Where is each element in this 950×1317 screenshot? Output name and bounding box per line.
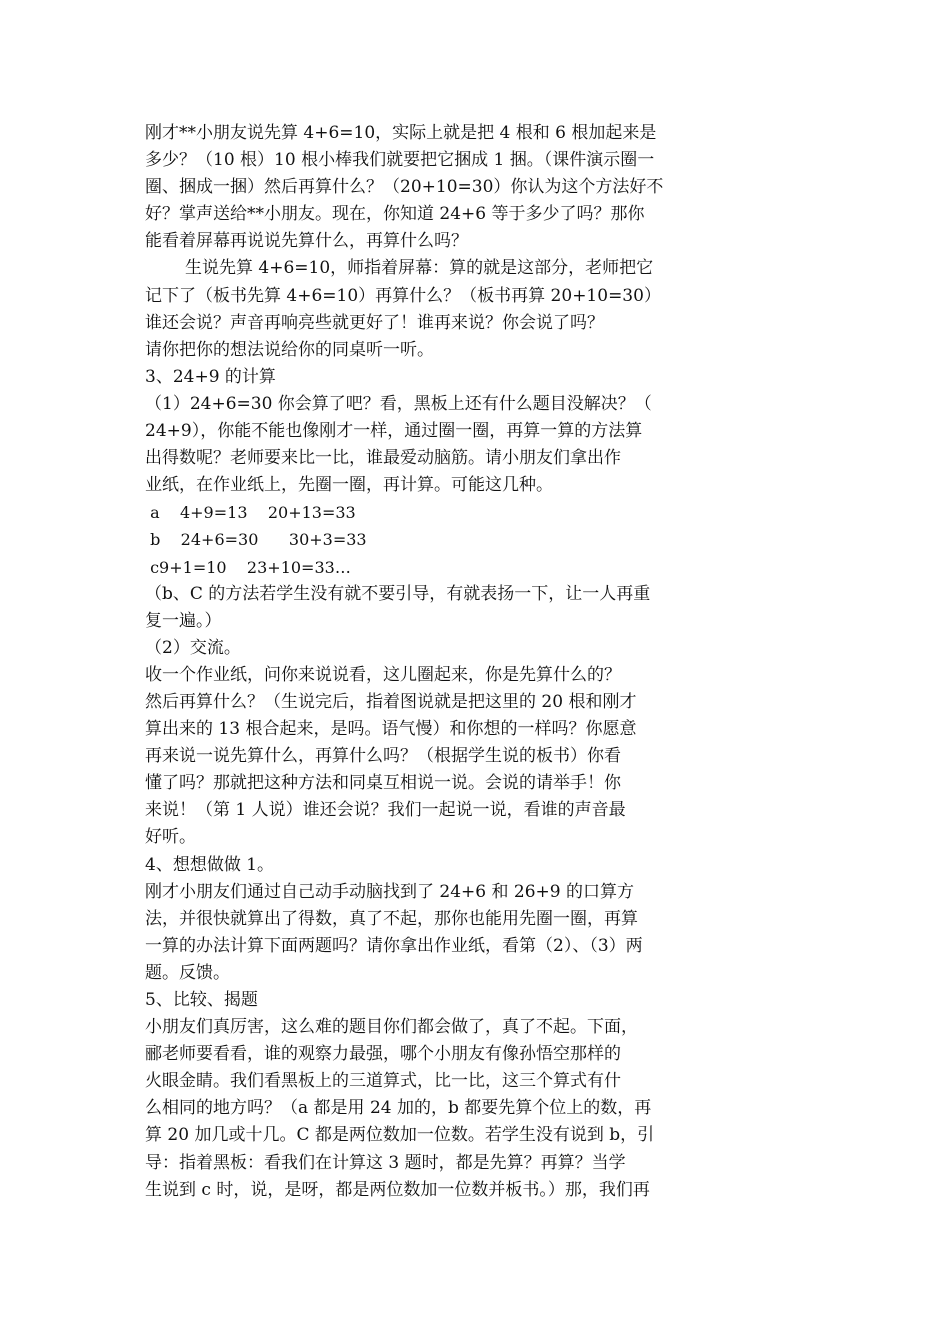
text-line: 生说先算 4+6=10，师指着屏幕：算的就是这部分，老师把它 — [185, 258, 654, 279]
text-line: （b、C 的方法若学生没有就不要引导，有就表扬一下，让一人再重 — [145, 583, 651, 604]
text-line: 法，并很快就算出了得数，真了不起，那你也能用先圈一圈，再算 — [145, 908, 638, 929]
text-line: 题。反馈。 — [145, 962, 230, 983]
text-line: 生说到 c 时，说，是呀，都是两位数加一位数并板书。）那，我们再 — [145, 1179, 650, 1200]
document-page — [145, 120, 715, 1204]
text-line: 记下了（板书先算 4+6=10）再算什么？（板书再算 20+10=30） — [145, 285, 661, 306]
text-line: 谁还会说？声音再响亮些就更好了！谁再来说？你会说了吗？ — [145, 312, 604, 333]
text-line: 小朋友们真厉害，这么难的题目你们都会做了，真了不起。下面， — [145, 1017, 638, 1038]
text-line: 出得数呢？老师要来比一比，谁最爱动脑筋。请小朋友们拿出作 — [145, 448, 621, 469]
section-heading: 4、想想做做 1。 — [145, 854, 275, 875]
subsection-heading: （2）交流。 — [145, 637, 241, 658]
text-line: 好？掌声送给**小朋友。现在，你知道 24+6 等于多少了吗？那你 — [145, 204, 645, 225]
text-line: 算出来的 13 根合起来，是吗。语气慢）和你想的一样吗？你愿意 — [145, 719, 637, 740]
text-line: 然后再算什么？（生说完后，指着图说就是把这里的 20 根和刚才 — [145, 691, 637, 712]
text-line: 郦老师要看看，谁的观察力最强，哪个小朋友有像孙悟空那样的 — [145, 1044, 621, 1065]
text-line: （1）24+6=30 你会算了吧？看，黑板上还有什么题目没解决？（ — [145, 393, 652, 414]
section-heading: 3、24+9 的计算 — [145, 366, 276, 387]
text-line: 圈、捆成一捆）然后再算什么？（20+10=30）你认为这个方法好不 — [145, 177, 664, 198]
text-line: 业纸，在作业纸上，先圈一圈，再计算。可能这几种。 — [145, 475, 553, 496]
text-line: 多少？（10 根）10 根小棒我们就要把它捆成 1 捆。（课件演示圈一 — [145, 150, 655, 171]
text-line: 导：指着黑板：看我们在计算这 3 题时，都是先算？再算？当学 — [145, 1152, 626, 1173]
text-line: 么相同的地方吗？（a 都是用 24 加的，b 都要先算个位上的数，再 — [145, 1098, 652, 1119]
text-line: 算 20 加几或十几。C 都是两位数加一位数。若学生没有说到 b，引 — [145, 1125, 655, 1146]
text-line: 一算的办法计算下面两题吗？请你拿出作业纸，看第（2）、（3）两 — [145, 935, 643, 956]
text-line: 刚才小朋友们通过自己动手动脑找到了 24+6 和 26+9 的口算方 — [145, 881, 634, 902]
formula-line-b: b 24+6=30 30+3=33 — [145, 530, 367, 550]
section-heading: 5、比较、揭题 — [145, 990, 258, 1010]
text-line: 复一遍。） — [145, 610, 222, 631]
text-line: 24+9），你能不能也像刚才一样，通过圈一圈，再算一算的方法算 — [145, 421, 643, 442]
formula-line-a: a 4+9=13 20+13=33 — [145, 503, 356, 523]
text-line: 请你把你的想法说给你的同桌听一听。 — [145, 339, 434, 360]
text-line: 收一个作业纸，问你来说说看，这儿圈起来，你是先算什么的？ — [145, 664, 621, 685]
formula-line-c: c9+1=10 23+10=33… — [145, 557, 351, 577]
text-line: 火眼金睛。我们看黑板上的三道算式，比一比，这三个算式有什 — [145, 1071, 621, 1092]
text-line: 能看着屏幕再说说先算什么，再算什么吗？ — [145, 231, 468, 252]
text-line: 好听。 — [145, 827, 196, 848]
text-line: 再来说一说先算什么，再算什么吗？（根据学生说的板书）你看 — [145, 746, 621, 767]
text-line: 来说！（第 1 人说）谁还会说？我们一起说一说，看谁的声音最 — [145, 800, 626, 821]
text-line: 刚才**小朋友说先算 4+6=10，实际上就是把 4 根和 6 根加起来是 — [145, 123, 657, 143]
text-line: 懂了吗？那就把这种方法和同桌互相说一说。会说的请举手！你 — [145, 773, 621, 794]
